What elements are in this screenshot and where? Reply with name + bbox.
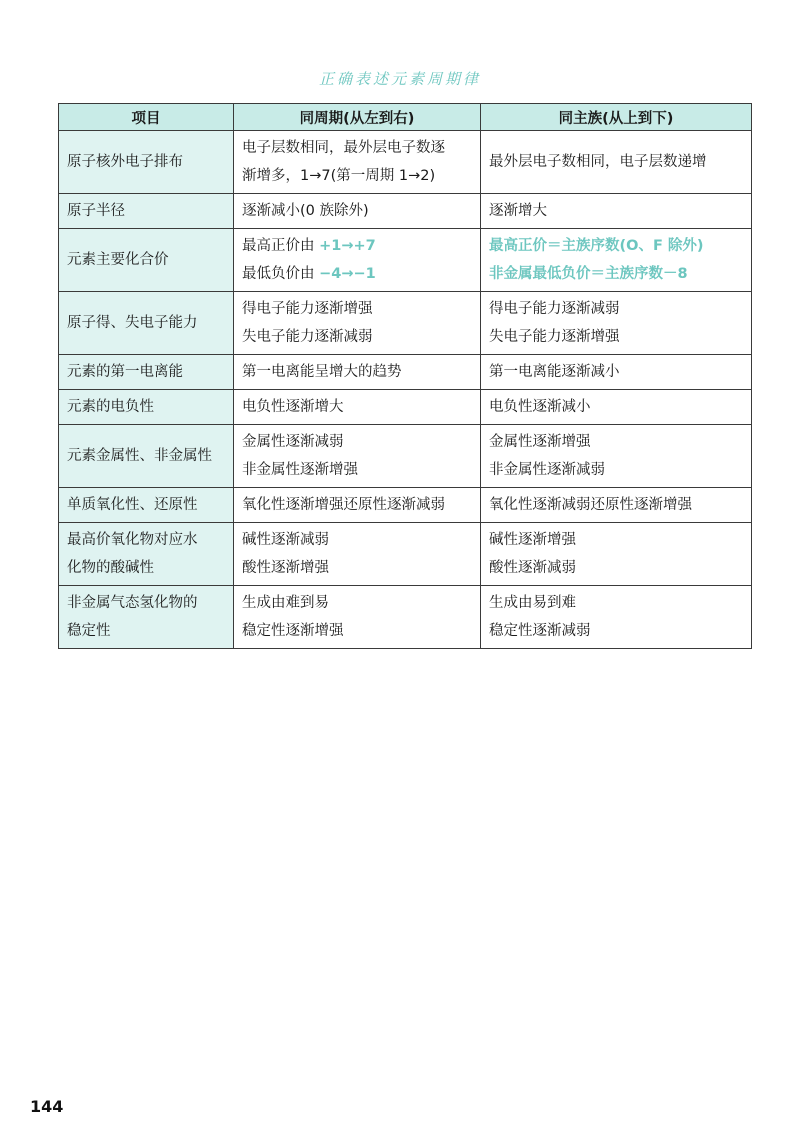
row-period: 最高正价由 +1→+7 最低负价由 −4→−1 xyxy=(234,229,481,292)
row-item: 非金属气态氢化物的 稳定性 xyxy=(59,586,234,649)
table-row xyxy=(59,390,752,425)
row-item: 元素的电负性 xyxy=(59,390,234,425)
page-title: 正确表述元素周期律 xyxy=(318,70,481,88)
periodic-law-table xyxy=(58,103,752,649)
table-row xyxy=(59,523,752,586)
row-group: 生成由易到难 稳定性逐渐减弱 xyxy=(481,586,752,649)
header-item: 项目 xyxy=(59,104,234,131)
row-group: 最高正价＝主族序数(O、F 除外) 非金属最低负价＝主族序数－8 xyxy=(481,229,752,292)
header-same-group: 同主族(从上到下) xyxy=(481,104,752,131)
row-group: 碱性逐渐增强 酸性逐渐减弱 xyxy=(481,523,752,586)
table-row xyxy=(59,292,752,355)
row-group: 最外层电子数相同，电子层数递增 xyxy=(481,131,752,194)
row-item: 原子半径 xyxy=(59,194,234,229)
row-item: 元素主要化合价 xyxy=(59,229,234,292)
table-row xyxy=(59,131,752,194)
row-group: 氧化性逐渐减弱还原性逐渐增强 xyxy=(481,488,752,523)
page-number: 144 xyxy=(30,1097,64,1116)
row-item: 原子核外电子排布 xyxy=(59,131,234,194)
table-row xyxy=(59,194,752,229)
row-period: 电子层数相同，最外层电子数逐 渐增多，1→7(第一周期 1→2) xyxy=(234,131,481,194)
row-item: 最高价氧化物对应水 化物的酸碱性 xyxy=(59,523,234,586)
table-row xyxy=(59,229,752,292)
row-period: 得电子能力逐渐增强 失电子能力逐渐减弱 xyxy=(234,292,481,355)
row-item: 单质氧化性、还原性 xyxy=(59,488,234,523)
row-group: 金属性逐渐增强 非金属性逐渐减弱 xyxy=(481,425,752,488)
row-period: 第一电离能呈增大的趋势 xyxy=(234,355,481,390)
row-group: 第一电离能逐渐减小 xyxy=(481,355,752,390)
row-period: 生成由难到易 稳定性逐渐增强 xyxy=(234,586,481,649)
row-period: 电负性逐渐增大 xyxy=(234,390,481,425)
lowest-valence-range: −4→−1 xyxy=(319,266,376,282)
row-period: 金属性逐渐减弱 非金属性逐渐增强 xyxy=(234,425,481,488)
row-period: 逐渐减小(0 族除外) xyxy=(234,194,481,229)
row-period: 碱性逐渐减弱 酸性逐渐增强 xyxy=(234,523,481,586)
row-item: 原子得、失电子能力 xyxy=(59,292,234,355)
row-item: 元素金属性、非金属性 xyxy=(59,425,234,488)
row-period: 氧化性逐渐增强还原性逐渐减弱 xyxy=(234,488,481,523)
highest-valence-range: +1→+7 xyxy=(319,238,376,254)
table-header-row xyxy=(59,104,752,131)
table-row xyxy=(59,586,752,649)
row-group: 得电子能力逐渐减弱 失电子能力逐渐增强 xyxy=(481,292,752,355)
table-row xyxy=(59,355,752,390)
row-group: 逐渐增大 xyxy=(481,194,752,229)
table-row xyxy=(59,425,752,488)
header-same-period: 同周期(从左到右) xyxy=(234,104,481,131)
row-group: 电负性逐渐减小 xyxy=(481,390,752,425)
table-row xyxy=(59,488,752,523)
row-item: 元素的第一电离能 xyxy=(59,355,234,390)
